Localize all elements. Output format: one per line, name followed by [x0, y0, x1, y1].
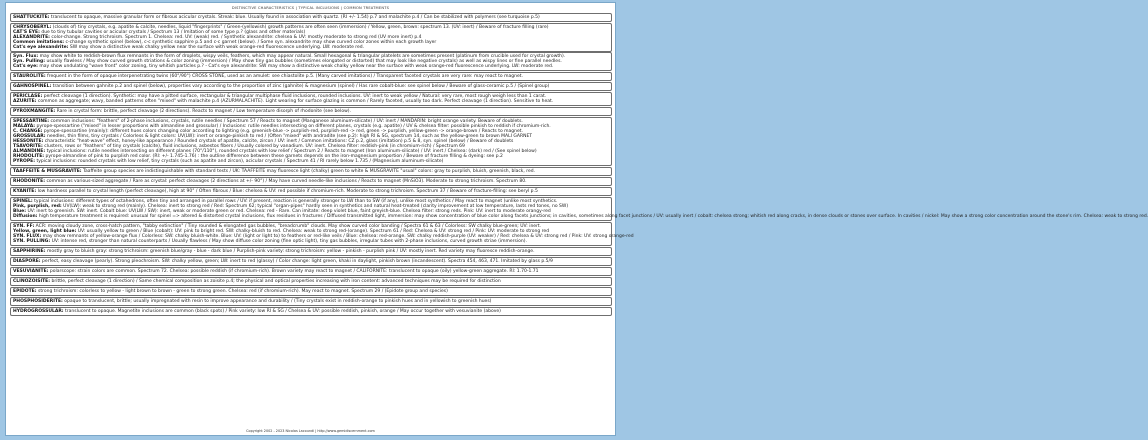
entry-line: Syn. Flux: may show white to reddish-brown flux remnants in the form of droplets, wispy veils, feathers, which may appear natural. Small hexagonal & triangular platelets are sometimes present (platinum from crucible used for crystal growth).	[13, 54, 566, 59]
entry-line: TSAVORITE: clusters, rows or "feathers" of tiny crystals (calcite), fluid inclusions, asbestos fibers / Usually colored by vanadium. UV: inert. Chelsea filter: reddish-pink (in chromium-rich) / Spectrum 69	[13, 144, 465, 149]
mineral-name: KYANITE:	[13, 189, 37, 194]
entry-line: SHATTUCKITE: translucent to opaque, massive granular form or fibrous acicular crystals. Streak: blue. Usually found in association with quartz. (RI +/- 1.54) p.7 and malachite p.4 / Can be stabilized with polymers (see turquoise p.5)	[13, 15, 540, 20]
section-periclase-azurite	[10, 92, 612, 106]
mineral-name: SAPPHIRINE:	[13, 249, 46, 254]
entry-line: EPIDOTE: strong trichroism: colorless to yellow - light brown to brown - green to strong green. Chelsea: red (if chromium-rich). May react to magnet. Spectrum 29 / (Epidote group and species)	[13, 289, 448, 294]
section-vesuvianite	[10, 267, 612, 276]
entry-line: VESUVIANITE: polarscope: strain colors are common. Spectrum 72. Chelsea: possible reddish (if chromium-rich). Brown variety may react to magnet / CALIFORNITE: translucent to opaque (oily) yellow-green aggregate. RI: 1.70-1.71	[13, 269, 539, 274]
mineral-name: SYN. FLUX:	[13, 234, 42, 239]
mineral-name: SYN. FF:	[13, 224, 35, 229]
section-spinel	[10, 197, 1148, 221]
section-staurolite	[10, 72, 612, 81]
mineral-name: RHODOLITE:	[13, 154, 45, 159]
entry-line: SPESSARTINE: common inclusions: "feathers" of 2-phase inclusions, crystals, rutile needles / Spectrum 57 / Reacts to magnet (Manganese aluminum-silicate) / UV: inert / MANDARIN: bright orange variety. Beware of doublets.	[13, 119, 523, 124]
entry-line: RHODOLITE: pyrope-almandine of pink to purplish red color. (RI: +/- 1.745-1.76) : the outline difference between these garnets depends on the iron-magnesium proportion / Beware of fracture filling & dyeing: see p.2	[13, 154, 503, 159]
mineral-name: DIASPORE:	[13, 259, 41, 264]
entry-line: HYDROGROSSULAR: translucent to opaque. Magnetite inclusions are common (black spots) / Pink variety: low RI & SG / Chelsea & UV: possible reddish, pinkish, orange / May occur together with vesuvianite (above)	[13, 309, 501, 314]
mineral-name: Blue:	[13, 209, 27, 214]
section-kyanite	[10, 187, 612, 196]
entry-line: Yellow, green, light blue: UV: usually yellow to green / Blue (cobalt): UV: pink to bright red. SW: chalky-bluish to red. Chelsea: weak to strong red-(orange). Spectrum 61 / Red: Chelsea & UV: strong red / Pink: UV: moderate to strong red	[13, 229, 550, 234]
mineral-name: SHATTUCKITE:	[13, 15, 50, 20]
entry-line: Blue: UV: inert to greenish. SW: inert. Cobalt blue: UV(LW / SW): inert, weak or moderate green or red. Chelsea: red - Rare. Can imitate: deep violet blue, faint greyish-blue. Chelsea filter: strong reds. Pink: UV: inert to moderate orangy-red	[13, 209, 551, 214]
mineral-name: STAUROLITE:	[13, 74, 46, 79]
section-phosphosiderite	[10, 297, 612, 306]
mineral-name: PHOSPHOSIDERITE:	[13, 299, 63, 304]
table-header: DISTINCTIVE CHARACTERISTICS | TYPICAL INCLUSIONS | COMMON TREATMENTS	[231, 6, 390, 10]
mineral-name: AZURITE:	[13, 99, 37, 104]
entry-line: PYROPE: typical inclusions: rounded crystals with low relief, tiny crystals (such as apatite and zircon), acicular crystals / Spectrum 41 / RI rarely below 1.735 / (Magnesium aluminum-silicate)	[13, 159, 444, 164]
entry-line: Common imitations: c-change synthetic spinel (below), c-c synthetic sapphire p.5 and c-c garnet (below). / Some syn. alexandrite may show curved color zones within each growth layer	[13, 40, 437, 45]
mineral-name: ALMANDINE:	[13, 149, 46, 154]
mineral-name: RHODONITE:	[13, 179, 46, 184]
entry-line: SPINEL: typical inclusions: different types of octahedrons, often tiny and arranged in parallel rows / UV: if present, reaction is generally stronger to LW than to SW (if any), unlike most synthetics / May react to magnet (unlike most synthetics.	[13, 199, 558, 204]
mineral-name: Cat's eye:	[13, 64, 38, 69]
entry-line: PYROXMANGITE: Rare in crystal form: brittle, perfect cleavage (2 directions). Reacts to magnet / Low temperature disorph of rhodonite (see below).	[13, 109, 351, 114]
section-chrysoberyl	[10, 23, 612, 52]
section-rhodonite	[10, 177, 612, 186]
entry-line: Cat's eye: may show undulating "wave front" color zoning, tiny whitish particles p.? - Cat's eye alexandrite: SW may show a distinctive weak chalky yellow near the surface with weak orange-red fluorescence underlying. LW: moderate red.	[13, 64, 554, 69]
entry-line: CLINOZOISITE: brittle, perfect cleavage (1 direction) / Same chemical composition as zoisite p.4; the physical and optical properties increasing with iron content: advanced techniques may be required for distinction	[13, 279, 501, 284]
mineral-name: CLINOZOISITE:	[13, 279, 51, 284]
entry-line: HESSONITE: characteristic "heat-wave" effect, honey-like appearance / Rounded crystals of apatite, calcite, zircon / UV: inert / Common imitations: CZ p.2, glass (imitation) p.5 & 8, syn. spinel (below) / Beware of doublets	[13, 139, 514, 144]
entry-line: ALEXANDRITE: color-change. Strong trichroism. Spectrum 1. Chelsea: red. UV: (weak) red. / Synthetic alexandrite: chelsea & UV: mostly moderate to strong red (UV more inert) p.4	[13, 35, 422, 40]
mineral-name: GROSSULAR:	[13, 134, 46, 139]
section-synthetic-spinel	[10, 222, 634, 246]
entry-line: CAT'S EYE: due to tiny tubular cavities or acicular crystals / Spectrum 13 / Imitation of some type p.? (glass and other materials)	[13, 30, 306, 35]
section-synthetic-chrysoberyl	[10, 52, 612, 71]
mineral-name: CAT'S EYE:	[13, 30, 40, 35]
entry-line: Diffusion: high temperature treatment is required: unusual for spinel => altered & distorted crystal inclusions, flux residues in fractures / Diffused transmitted light, immersion: may show concentration of blue color along facets junctions; in cavities, sometimes along facet junctions / UV: usually inert / cobalt: chelsea strong; whitish red along cracks, in dense clouds or stones over surface. In cavities / nickel: May show a strong color concentration around the stone's rim. Chelsea: weak to strong red.	[13, 214, 1148, 219]
mineral-name: PYROXMANGITE:	[13, 109, 56, 114]
mineral-name: Common imitations:	[13, 40, 65, 45]
mineral-name: Pink, purplish, red:	[13, 204, 62, 209]
section-gahnospinel	[10, 82, 612, 91]
mineral-name: PYROPE:	[13, 159, 36, 164]
mineral-name: SYN. PULLING:	[13, 239, 51, 244]
mineral-name: Yellow, green, light blue:	[13, 229, 77, 234]
entry-line: TAAFFEITE & MUSGRAVITE: Taaffeite group species are indistinguishable with standard tests / UK: TAAFFEITE may fluoresce light (chalky) green to white & MUSGRAVITE "usual" colors: gray to purplish, bluish, greenish, black, red.	[13, 169, 536, 174]
entry-line: PHOSPHOSIDERITE: opaque to translucent, brittle; usually impregnated with resin to improve appearance and durability / (Tiny crystals exist in reddish-orange to pinkish hues and in yellowish to greenish hues)	[13, 299, 492, 304]
entry-line: DIASPORE: perfect, easy cleavage (pearly). Strong pleochroism. SW: chalky yellow, green; LW: inert to red (glassy) / Color change: light green, khaki in daylight, pinkish brown (incandescent). Spectra 454, 463, 471. Imitated by glass p.5/9	[13, 259, 553, 264]
reference-sheet	[6, 3, 1148, 435]
entry-line: Pink, purplish, red: UV(LW): weak to strong red (mainly). Chelsea: inert to strong red / Red: Spectrum 62; typical "organ-pipes" hardly seen in synthetics and natural heat-treated (clarity improvement at low temperature, lasts red tones, no SW)	[13, 204, 569, 209]
entry-line: CHRYSOBERYL: (clouds of) tiny crystals, e.g. apatite & calcite, needles, liquid "fingerprints" / Green-(yellowish) growth patterns are often seen (immersion) / Yellow, green, brown: spectrum 13. (UV: inert) / Beware of fracture filling (rare)	[13, 25, 549, 30]
entry-line: STAUROLITE: frequent in the form of opaque interpenetrating twins (60°/90°) CROSS STONE, used as an amulet: see chiastolite p.5. (Many carved imitations) / Transparent faceted crystals are very rare: may react to magnet.	[13, 74, 523, 79]
section-hydrogrossular	[10, 307, 612, 316]
mineral-name: GAHNOSPINEL:	[13, 84, 52, 89]
entry-line: GROSSULAR: needles, thin films, tiny crystals / Colorless & light colors: UV(LW): inert or orange-pinkish to red / (Often "mixed" with andradite (see p.2): high RI & SG, spectrum 14, such as the yellow-green to brown MALI GARNET	[13, 134, 533, 139]
section-sapphirine	[10, 247, 612, 256]
section-taaffeite	[10, 167, 612, 176]
mineral-name: Diffusion:	[13, 214, 38, 219]
mineral-name: CHRYSOBERYL:	[13, 25, 52, 30]
mineral-name: SPESSARTINE:	[13, 119, 50, 124]
entry-line: C. CHANGE: pyrope-spessartine (mainly): different hues colors changing color according to lighting (e.g. greenish-blue -> purplish-red, purplish-red -> red, green -> purplish, yellow-green -> orange-brown / Reacts to magnet.	[13, 129, 523, 134]
mineral-name: PERICLASE:	[13, 94, 43, 99]
mineral-name: MALAYA:	[13, 124, 36, 129]
mineral-name: Syn. Pulling:	[13, 59, 46, 64]
mineral-name: Syn. Flux:	[13, 54, 39, 59]
entry-line: Cat's eye alexandrite: SW may show a distinctive weak chalky yellow near the surface with weak orange-red fluorescence underlying. LW: moderate red.	[13, 45, 365, 50]
entry-line: GAHNOSPINEL: transition between gahnite p.2 and spinel (below), properties vary according to the proportion of zinc (gahnite) & magnesium (spinel) / Has rare cobalt-blue: see spinel below / Beware of glass-ceramic p.5 / (Spinel group)	[13, 84, 550, 89]
mineral-name: TAAFFEITE & MUSGRAVITE:	[13, 169, 82, 174]
mineral-name: HYDROGROSSULAR:	[13, 309, 64, 314]
entry-line: SAPPHIRINE: mostly gray to bluish gray: strong trichroism: greenish blue/gray - blue - dark blue / Purplish-pink variety: strong trichroism: yellow - pinkish - purplish pink / UV: mostly inert. Red variety may fluoresce reddish-orange.	[13, 249, 535, 254]
entry-line: RHODONITE: common as various-sized aggregate / Rare as crystal: perfect cleavages (2 directions at +/- 90°) / May have curved needle-like inclusions / Reacts to magnet (MnSiO3). Moderate to strong trichroism. Spectrum 80.	[13, 179, 527, 184]
mineral-name: EPIDOTE:	[13, 289, 37, 294]
mineral-name: VESUVIANITE:	[13, 269, 49, 274]
footer-copyright: Copyright 2002 - 2023 Nicolas Lacoundi | http://www.gemidiscernment.com	[246, 429, 375, 433]
entry-line: SYN. FF: ACR: moving cloudy zone, cross-hatch pattern, "tabby extinction" / Tiny rounded & elongated gas bubbles, "breadcrumb" clouds. May show curved color banding / Spectra 61 & 63 / Colorless: SW chalky blue-green; UV: inert.	[13, 224, 542, 229]
section-diaspore	[10, 257, 612, 266]
mineral-name: Cat's eye alexandrite:	[13, 45, 69, 50]
mineral-name: ALEXANDRITE:	[13, 35, 50, 40]
section-garnets	[10, 117, 612, 166]
entry-line: KYANITE: low hardness parallel to crystal length (perfect cleavage), high at 90° / Often fibrous / Blue: chelsea & UV: red possible if chromium-rich. Moderate to strong trichroism. Spectrum 37 / Beware of fracture-filling: see beryl p.5	[13, 189, 538, 194]
entry-line: SYN. PULLING: UV: intense red, stronger than natural counterparts / Usually flawless / May show diffuse color zoning (fine optic light), tiny gas bubbles, irregular tubes with 2-phase inclusions, curved growth striae (immersion).	[13, 239, 527, 244]
section-shattuckite	[10, 13, 612, 22]
mineral-name: HESSONITE:	[13, 139, 44, 144]
entry-line: PERICLASE: perfect cleavage (1 direction). Synthetic: may have a pitted surface, rectangular & triangular multiphase fluid inclusions, rounded inclusions. UV: inert to weak yellow / Natural: very rare, most rough weigh less than 1 carat.	[13, 94, 547, 99]
entry-line: AZURITE: common as aggregate; wavy, banded patterns often "mixed" with malachite p.4 (AZURMALACHITE). Light wearing for surface glazing is common / Rarely faceted, usually too dark. Perfect cleavage (1 direction). Sensitive to heat.	[13, 99, 554, 104]
section-epidote	[10, 287, 612, 296]
entry-line: SYN. FLUX: may show remnants of yellow-orange flux / Colorless: SW: chalky bluish-white. Blue: UV: (light or light to) to feathers or red-like veils / Blue: chelsea: red-orange. SW: chalky reddish-purple (UV: weaker) / Red: chelsea & UV: strong red / Pink: UV: strong orange-red	[13, 234, 634, 239]
mineral-name: TSAVORITE:	[13, 144, 43, 149]
entry-line: ALMANDINE: typical inclusions: rutile needles intersecting on different planes (70°/110°), rounded crystals with low relief / Spectrum 2 / Reacts to magnet (Iron aluminum-silicate) / UV: inert / Chelsea: (dark) red / (See spinel below)	[13, 149, 537, 154]
section-clinozoisite	[10, 277, 612, 286]
entry-line: Syn. Pulling: usually flawless / May show curved growth striations & color zoning (immersion) / May show tiny gas bubbles (sometimes elongated or distorted) that may look like negative crystals) as well as wispy lines or fine parallel needles.	[13, 59, 562, 64]
entry-line: MALAYA: pyrope-spessartine ("mixed" in lesser proportions with almandine and grossular) / Inclusions: rutile needles intersecting on different planes, crystals (e.g. apatite) / UV & chelsea filter: possible pinkish to reddish if chromium-rich.	[13, 124, 551, 129]
mineral-name: SPINEL:	[13, 199, 33, 204]
mineral-name: C. CHANGE:	[13, 129, 43, 134]
section-pyroxmangite	[10, 107, 612, 116]
